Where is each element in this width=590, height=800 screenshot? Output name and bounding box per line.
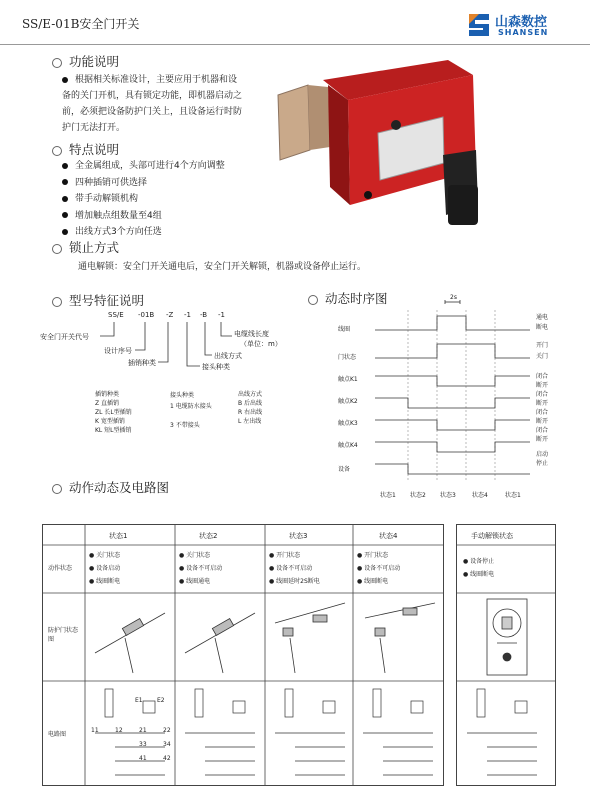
action-heading: 动作动态及电路图	[52, 478, 169, 496]
function-text: 根据相关标准设计，主要应用于机器和设 备的关门开机，具有锁定功能，即机器启动之 前，必须把设备防护门关上，且设备运行时防 护门无法打开。	[62, 75, 243, 133]
section-bullet-icon	[52, 244, 62, 254]
label-code: 安全门开关代号	[40, 333, 89, 341]
state3-text: ● 开门状态 ● 设备不可启动 ● 线圈延时2S断电	[269, 552, 320, 585]
timing-row-label: 触点K1	[338, 376, 358, 383]
circuit-label: 42	[163, 755, 171, 762]
timing-state-label: 状态1	[505, 492, 521, 499]
model-heading: 型号特征说明	[52, 291, 144, 309]
logo-en: SHANSEN	[498, 28, 549, 37]
timing-row-label: 门状态	[338, 354, 357, 361]
timing-waveforms	[300, 300, 560, 500]
circuit-label: 21	[139, 727, 147, 734]
timing-state-label: 状态2	[410, 492, 426, 499]
door-state-drawings	[85, 593, 443, 681]
label-head: 接头种类	[202, 363, 230, 371]
circuit-label: 34	[163, 741, 171, 748]
timing-heading: 动态时序图	[308, 289, 388, 307]
timing-row-label: 设备	[338, 466, 351, 473]
col-head: 状态1	[109, 532, 128, 540]
timing-right-labels: 通电 断电	[536, 314, 549, 331]
dot-icon	[62, 229, 68, 235]
section-bullet-icon	[52, 58, 62, 68]
manual-circuit-drawing	[457, 681, 555, 785]
dot-icon	[62, 163, 68, 169]
lock-text: 通电解锁：安全门开关通电后，安全门开关解锁，机器或设备停止运行。	[78, 262, 367, 272]
manual-unlock-drawing	[457, 593, 555, 681]
timing-diagram: 线圈 门状态 触点K1 触点K2 触点K3 触点K4 设备 通电 断电 开门 关门 闭合 断开 闭合 断开 闭合 断开 闭合 断开 启动 停止 2s 状态1 状态2 状态3 状态4 状态1	[300, 300, 560, 500]
circuit-label: 33	[139, 741, 147, 748]
features-heading: 特点说明	[52, 140, 119, 158]
circuit-label: 11	[91, 727, 99, 734]
feature-item: 带手动解锁机构	[62, 191, 225, 208]
lock-heading: 锁止方式	[52, 238, 119, 256]
circuit-label: E1	[135, 697, 143, 704]
timing-row-label: 触点K3	[338, 420, 358, 427]
page-title: SS/E-01B安全门开关	[22, 17, 140, 31]
feature-item: 增加触点组数量至4组	[62, 208, 225, 225]
function-heading: 功能说明	[52, 52, 119, 70]
logo-cn: 山森数控	[495, 15, 548, 30]
outlet-list: 出线方式 B 后出线 R 右出线 L 左出线	[238, 391, 263, 425]
row-head: 防护门状态图	[48, 627, 79, 643]
label-cable: 电缆线长度	[234, 330, 269, 338]
code-part: SS/E	[108, 311, 124, 319]
col-head: 状态2	[199, 532, 218, 540]
row-head: 电路图	[48, 731, 67, 738]
timing-state-label: 状态1	[380, 492, 396, 499]
feature-item: 出线方式3个方向任选	[62, 224, 225, 241]
code-part: -Z	[166, 311, 174, 319]
header-divider	[0, 44, 590, 45]
circuit-label: 22	[163, 727, 171, 734]
timing-row-label: 线圈	[338, 326, 351, 333]
circuit-label: 12	[115, 727, 123, 734]
timing-dim-label: 2s	[450, 294, 457, 301]
logo-icon	[465, 10, 493, 40]
features-list	[62, 158, 225, 241]
model-diagram	[0, 310, 300, 460]
label-pin: 插销种类	[128, 359, 156, 367]
dot-icon	[62, 179, 68, 185]
timing-row-label: 触点K4	[338, 442, 358, 449]
circuit-label: E2	[157, 697, 165, 704]
timing-state-label: 状态3	[440, 492, 456, 499]
section-bullet-icon	[52, 146, 62, 156]
section-bullet-icon	[52, 484, 62, 494]
col-head: 手动解锁状态	[471, 532, 513, 540]
timing-row-label: 触点K2	[338, 398, 358, 405]
label-cable-unit: （单位：m）	[240, 340, 282, 348]
col-head: 状态4	[379, 532, 398, 540]
code-part: -1	[184, 311, 191, 319]
row-head: 动作状态	[48, 565, 73, 572]
circuit-label: 41	[139, 755, 147, 762]
code-part: -B	[200, 311, 208, 319]
state2-text: ● 关门状态 ● 设备不可启动 ● 线圈通电	[179, 552, 223, 585]
brand-logo	[465, 8, 577, 42]
manual-unlock-table	[456, 524, 556, 786]
product-image	[268, 55, 498, 230]
timing-state-label: 状态4	[472, 492, 488, 499]
feature-item: 四种插销可供选择	[62, 175, 225, 192]
section-bullet-icon	[52, 297, 62, 307]
state4-text: ● 开门状态 ● 设备不可启动 ● 线圈断电	[357, 552, 401, 585]
feature-item: 全金属组成，头部可进行4个方向调整	[62, 158, 225, 175]
label-series: 设计序号	[104, 347, 132, 355]
state1-text: ● 关门状态 ● 设备启动 ● 线圈断电	[89, 552, 121, 585]
action-table	[42, 524, 444, 786]
head-list: 接头种类 1 电缆防水接头 3 不带接头	[170, 392, 212, 429]
dot-icon	[62, 196, 68, 202]
dot-icon	[62, 212, 68, 218]
code-part: -1	[218, 311, 225, 319]
label-outlet: 出线方式	[214, 352, 242, 360]
dot-icon	[62, 77, 68, 83]
manual-state-text: ● 设备停止 ● 线圈断电	[463, 558, 495, 578]
pin-list: 插销种类 Z 直插销 ZL 长L型插销 K 宽型插销 KL 短L型插销	[95, 391, 132, 434]
code-part: -01B	[138, 311, 155, 319]
col-head: 状态3	[289, 532, 308, 540]
